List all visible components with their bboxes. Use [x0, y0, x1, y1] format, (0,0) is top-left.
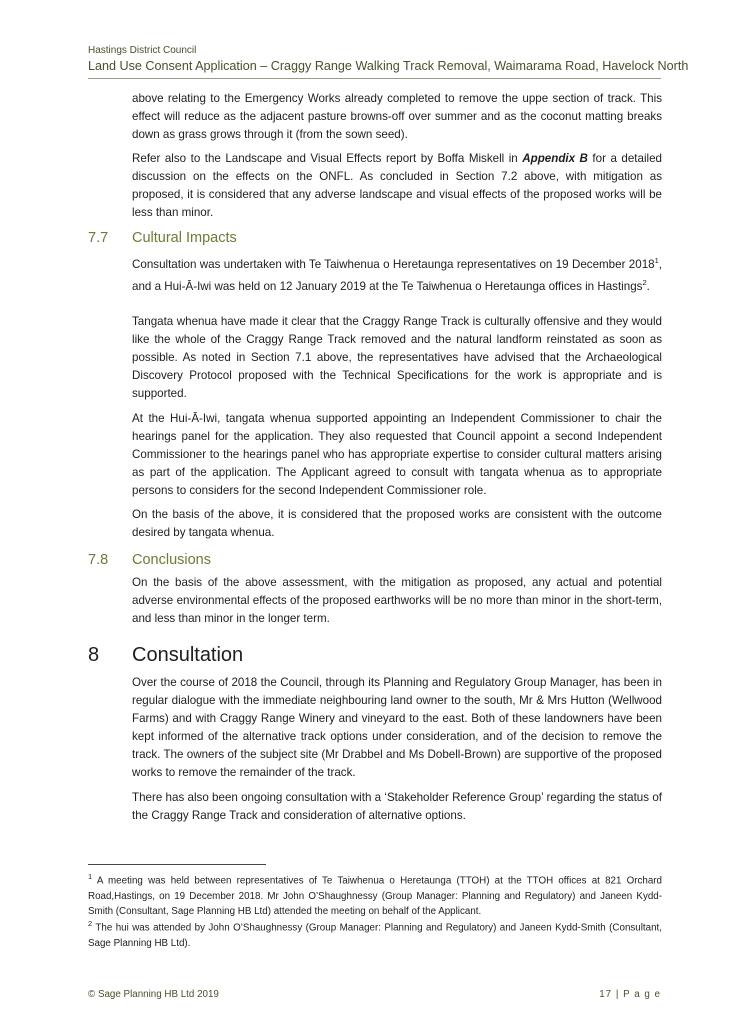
footnote-1-number: 1: [88, 872, 93, 881]
footer-copyright: © Sage Planning HB Ltd 2019: [88, 989, 219, 1000]
section-7-8-number: 7.8: [88, 552, 109, 568]
header-org: Hastings District Council: [88, 45, 197, 56]
footnote-1: [88, 869, 662, 920]
s77-p1-text-c: .: [646, 279, 650, 293]
section-8-title: Consultation: [132, 644, 244, 666]
header-divider: [88, 78, 661, 79]
intro-p2-text-b: for a detailed discussion on the effects on the ONFL. As concluded in Section 7.2 above, with mitigation as proposed, it is considered that any adverse landscape and visual effects of the proposed works will be less than minor.: [132, 152, 662, 219]
footnote-1-text: A meeting was held between representatives of Te Taiwhenua o Heretaunga (TTOH) at the TTOH offices at 821 Orchard Road,Hastings, on 19 December 2018. Mr John O’Shaughnessy (Group Manager: Planning and Regulatory) and Janeen Kydd-Smith (Consultant, Sage Planning HB Ltd) attended the meeting on behalf of the Applicant.: [88, 875, 662, 918]
section-8-number: 8: [88, 644, 100, 666]
footnote-2-number: 2: [88, 919, 93, 928]
s77-p1-text-b: , and a Hui-Ā-Iwi was held on 12 January 2019 at the Te Taiwhenua o Heretaunga offices in Hastings: [132, 257, 662, 293]
footnote-ref-2: 2: [642, 277, 647, 287]
s77-paragraph-3: At the Hui-Ā-Iwi, tangata whenua supported appointing an Independent Commissioner to chair the hearings panel for the application. They also requested that Council appoint a second Independent Commissioner to the hearings panel who has appropriate expertise to consider cultural matters arising as part of the application. The Applicant agreed to consult with tangata whenua as to appropriate persons to considers for the second Independent Commissioner role.: [132, 412, 662, 497]
intro-paragraph-1: above relating to the Emergency Works already completed to remove the uppe section of track. This effect will reduce as the adjacent pasture browns-off over summer and as the coconut matting breaks down as grass grows through it (from the sown seed).: [132, 92, 662, 141]
s77-paragraph-1: [132, 252, 662, 296]
s8-paragraph-1: Over the course of 2018 the Council, through its Planning and Regulatory Group Manager, has been in regular dialogue with the immediate neighbouring land owner to the south, Mr & Mrs Hutton (Wellwood Farms) and with Craggy Range Winery and vineyard to the east. Both of these landowners have been kept informed of the alternative track options under consideration, and of the decision to remove the track. The owners of the subject site (Mr Drabbel and Ms Dobell-Brown) are supportive of the proposed works to remove the remainder of the track.: [132, 676, 662, 779]
appendix-reference: Appendix B: [522, 152, 588, 165]
intro-paragraph-2: [132, 150, 662, 222]
s77-p1-text-a: Consultation was undertaken with Te Taiwhenua o Heretaunga representatives on 19 December 2018: [132, 257, 655, 271]
footnote-ref-1: 1: [654, 256, 659, 265]
footer-page-number: 17 | P a g e: [599, 989, 661, 1000]
section-7-7-title: Cultural Impacts: [132, 230, 237, 246]
footnote-2: [88, 916, 662, 951]
footnote-2-text: The hui was attended by John O’Shaughnessy (Group Manager: Planning and Regulatory) and Janeen Kydd-Smith (Consultant, Sage Planning HB Ltd).: [88, 922, 662, 949]
header-title: Land Use Consent Application – Craggy Range Walking Track Removal, Waimarama Road, Havelock North: [88, 59, 689, 73]
intro-p2-text-a: Refer also to the Landscape and Visual Effects report by Boffa Miskell in: [132, 152, 523, 165]
s77-paragraph-2: Tangata whenua have made it clear that the Craggy Range Track is culturally offensive and they would like the whole of the Craggy Range Track removed and the natural landform reinstated as soon as possible. As noted in Section 7.1 above, the representatives have advised that the Archaeological Discovery Protocol proposed with the Technical Specifications for the work is appropriate and is supported.: [132, 315, 662, 400]
s78-paragraph-1: On the basis of the above assessment, with the mitigation as proposed, any actual and potential adverse environmental effects of the proposed earthworks will be no more than minor in the short-term, and less than minor in the longer term.: [132, 576, 662, 625]
section-7-8-title: Conclusions: [132, 552, 211, 568]
s77-paragraph-4: On the basis of the above, it is considered that the proposed works are consistent with the outcome desired by tangata whenua.: [132, 508, 662, 539]
section-7-7-number: 7.7: [88, 230, 109, 246]
footnote-divider: [88, 864, 266, 865]
s8-paragraph-2: There has also been ongoing consultation with a ‘Stakeholder Reference Group’ regarding the status of the Craggy Range Track and consideration of alternative options.: [132, 791, 662, 822]
